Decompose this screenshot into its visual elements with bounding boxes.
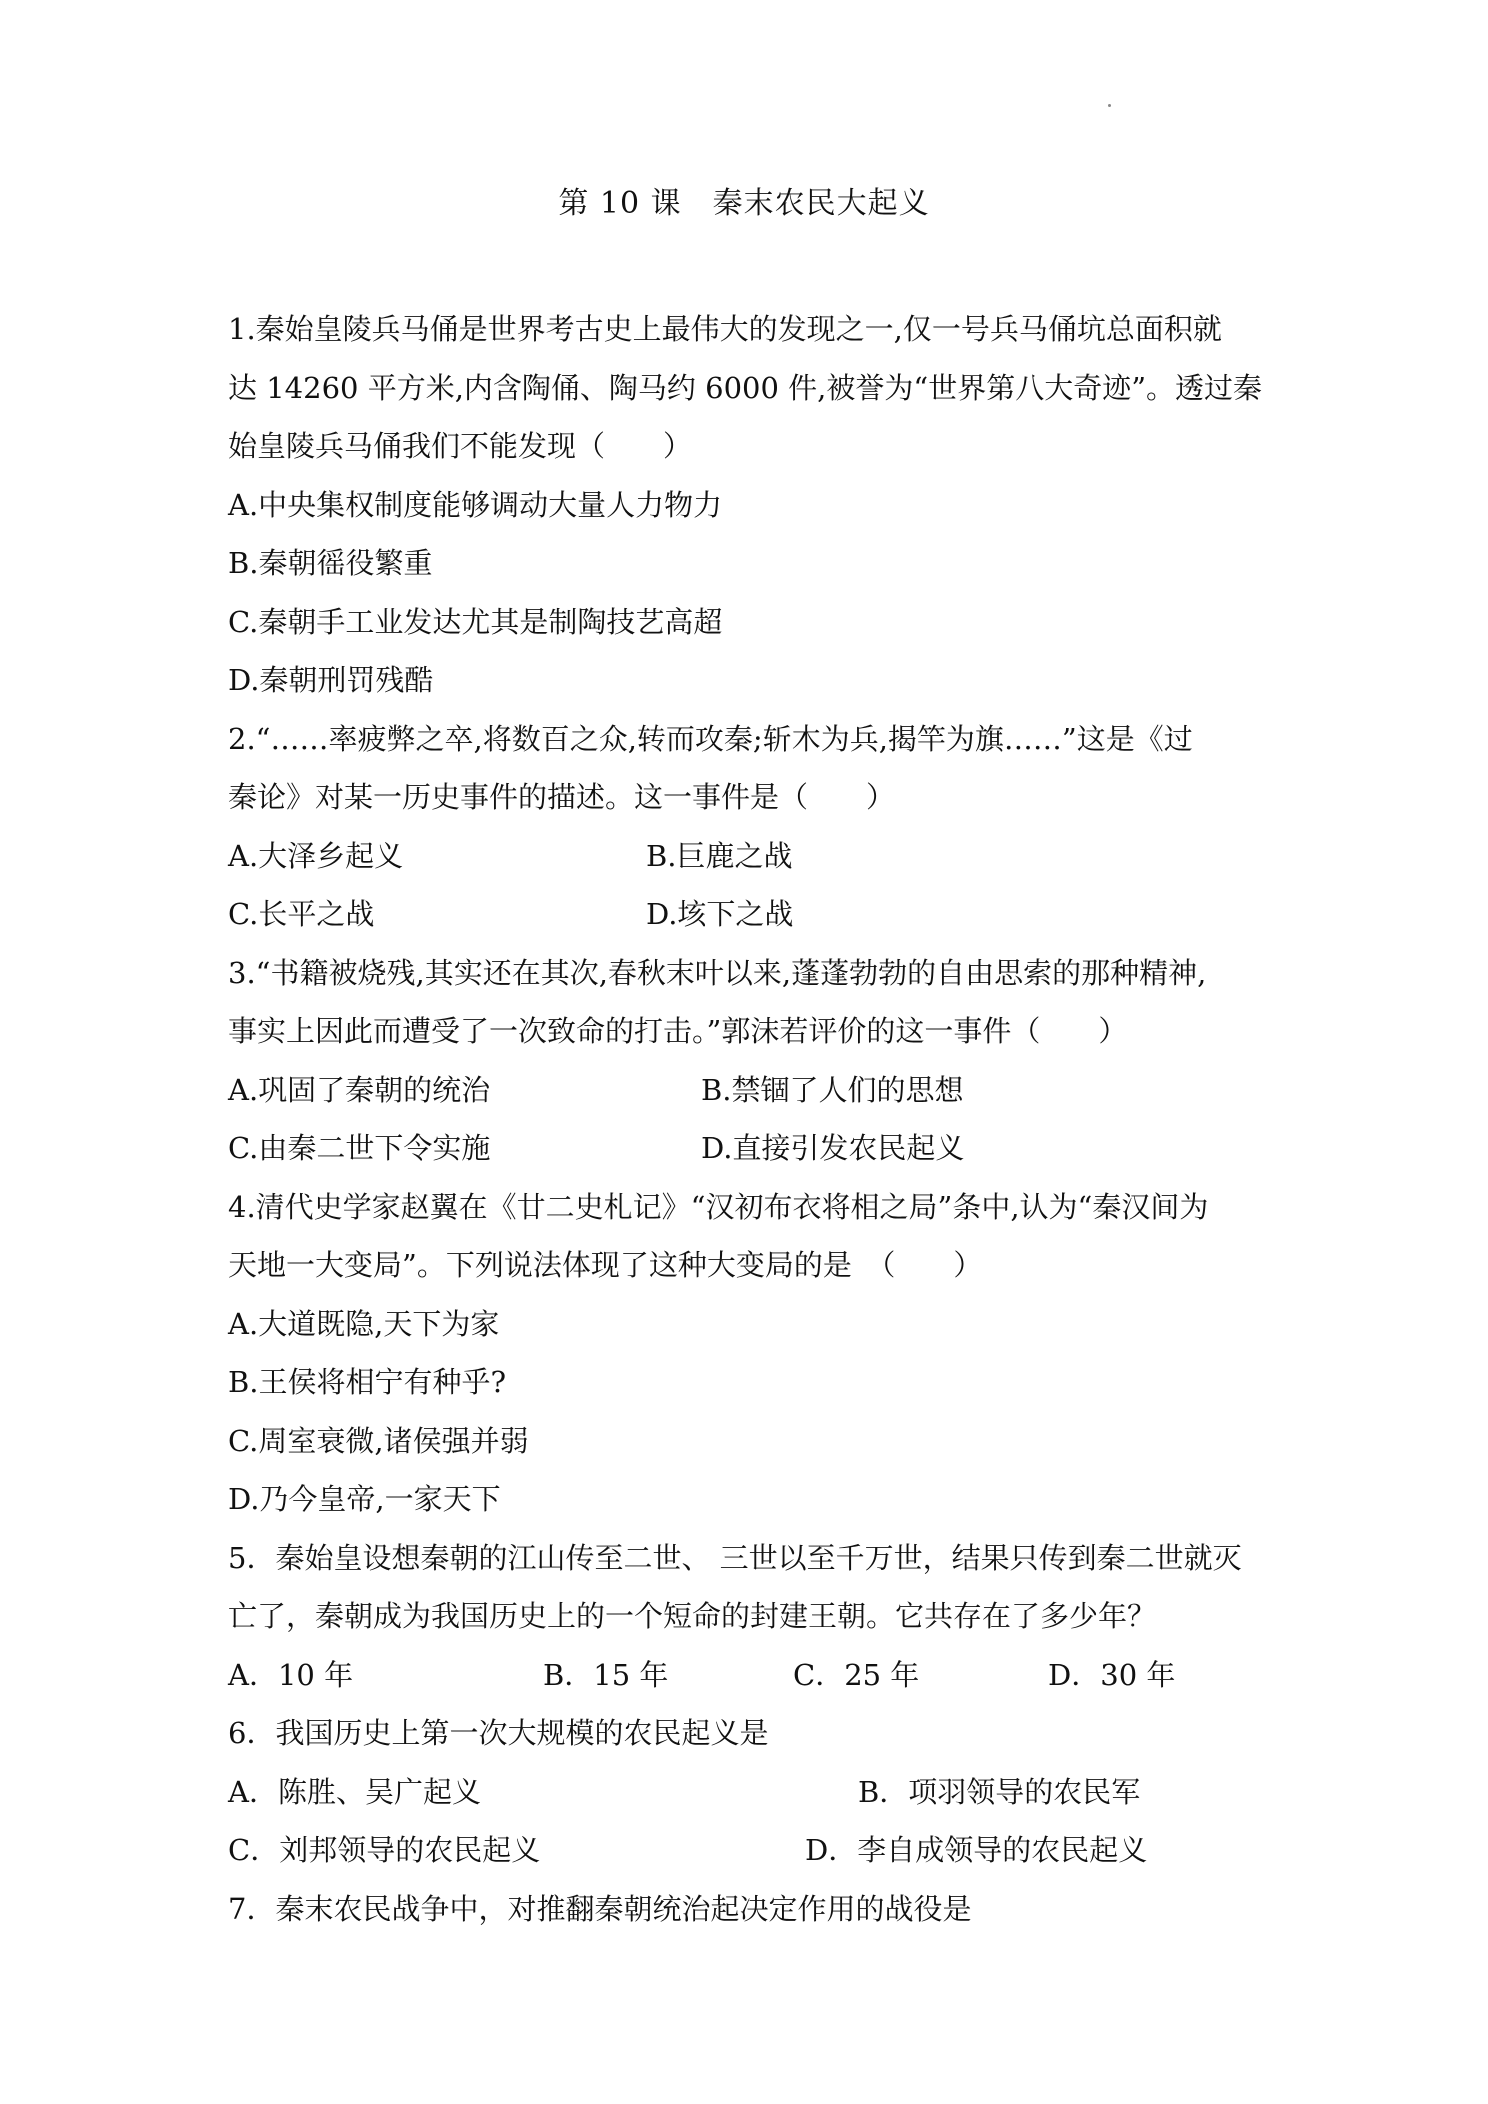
question-1-line-1: 1.秦始皇陵兵马俑是世界考古史上最伟大的发现之一,仅一号兵马俑坑总面积就 xyxy=(228,312,1222,346)
question-5-option-a: A．10 年 xyxy=(228,1657,354,1692)
question-4-option-c: C.周室衰微,诸侯强并弱 xyxy=(228,1423,529,1458)
question-2-option-a: A.大泽乡起义 xyxy=(228,838,404,873)
question-6-option-c: C．刘邦领导的农民起义 xyxy=(228,1833,541,1867)
question-2-line-1: 2.“……率疲弊之卒,将数百之众,转而攻秦;斩木为兵,揭竿为旗……”这是《过 xyxy=(228,721,1193,756)
question-2-option-b: B.巨鹿之战 xyxy=(646,838,793,873)
question-3-options-row-2 xyxy=(228,1119,1273,1178)
question-1-option-c: C.秦朝手工业发达尤其是制陶技艺高超 xyxy=(228,604,723,639)
question-3-line-2: 事实上因此而遭受了一次致命的打击。”郭沫若评价的这一事件（ ） xyxy=(228,1014,1128,1048)
question-6-option-a: A．陈胜、吴广起义 xyxy=(228,1774,481,1809)
question-3-option-c: C.由秦二世下令实施 xyxy=(228,1131,491,1165)
question-3-option-d: D.直接引发农民起义 xyxy=(701,1131,965,1165)
question-2-line-2: 秦论》对某一历史事件的描述。这一事件是（ ） xyxy=(228,780,896,814)
question-3-options-row-1 xyxy=(228,1061,1273,1120)
question-4-option-d: D.乃今皇帝,一家天下 xyxy=(228,1482,501,1516)
question-6-option-d: D．李自成领导的农民起义 xyxy=(805,1833,1148,1867)
question-3-option-a: A.巩固了秦朝的统治 xyxy=(228,1072,491,1107)
question-list xyxy=(228,300,1273,1938)
question-6-options-row-1 xyxy=(228,1763,1273,1822)
question-4-line-1: 4.清代史学家赵翼在《廿二史札记》“汉初布衣将相之局”条中,认为“秦汉间为 xyxy=(228,1189,1209,1224)
question-4-option-a: A.大道既隐,天下为家 xyxy=(228,1306,500,1341)
question-2-option-c: C.长平之战 xyxy=(228,897,375,931)
question-1-option-b: B.秦朝徭役繁重 xyxy=(228,546,433,580)
question-4-line-2: 天地一大变局”。下列说法体现了这种大变局的是 （ ） xyxy=(228,1248,983,1282)
question-1-option-a: A.中央集权制度能够调动大量人力物力 xyxy=(228,487,723,522)
question-4-option-b: B.王侯将相宁有种乎? xyxy=(228,1365,507,1399)
question-2-options-row-1 xyxy=(228,827,1273,886)
question-1-line-3: 始皇陵兵马俑我们不能发现（ ） xyxy=(228,429,693,463)
question-6-line-1: 6．我国历史上第一次大规模的农民起义是 xyxy=(228,1716,769,1750)
question-7-line-1: 7．秦末农民战争中，对推翻秦朝统治起决定作用的战役是 xyxy=(228,1891,972,1926)
question-6-options-row-2 xyxy=(228,1821,1273,1880)
question-6-option-b: B．项羽领导的农民军 xyxy=(858,1774,1141,1809)
question-5-option-c: C．25 年 xyxy=(793,1657,920,1692)
lesson-title: 第 10 课 秦末农民大起义 xyxy=(558,186,930,221)
question-5-option-d: D．30 年 xyxy=(1048,1657,1176,1692)
question-5-option-b: B．15 年 xyxy=(543,1657,669,1692)
question-5-line-2: 亡了，秦朝成为我国历史上的一个短命的封建王朝。它共存在了多少年？ xyxy=(228,1599,1157,1633)
question-2-options-row-2 xyxy=(228,885,1273,944)
question-1-line-2: 达 14260 平方米,内含陶俑、陶马约 6000 件,被誉为“世界第八大奇迹”。透过秦 xyxy=(228,370,1263,405)
question-2-option-d: D.垓下之战 xyxy=(646,897,794,931)
question-5-line-1: 5．秦始皇设想秦朝的江山传至二世、 三世以至千万世，结果只传到秦二世就灭 xyxy=(228,1540,1242,1575)
question-5-options-row xyxy=(228,1646,1273,1705)
question-3-option-b: B.禁锢了人们的思想 xyxy=(701,1072,964,1107)
question-1-option-d: D.秦朝刑罚残酷 xyxy=(228,663,434,697)
question-3-line-1: 3.“书籍被烧残,其实还在其次,春秋末叶以来,蓬蓬勃勃的自由思索的那种精神, xyxy=(228,955,1207,990)
scan-speck xyxy=(1108,104,1111,107)
